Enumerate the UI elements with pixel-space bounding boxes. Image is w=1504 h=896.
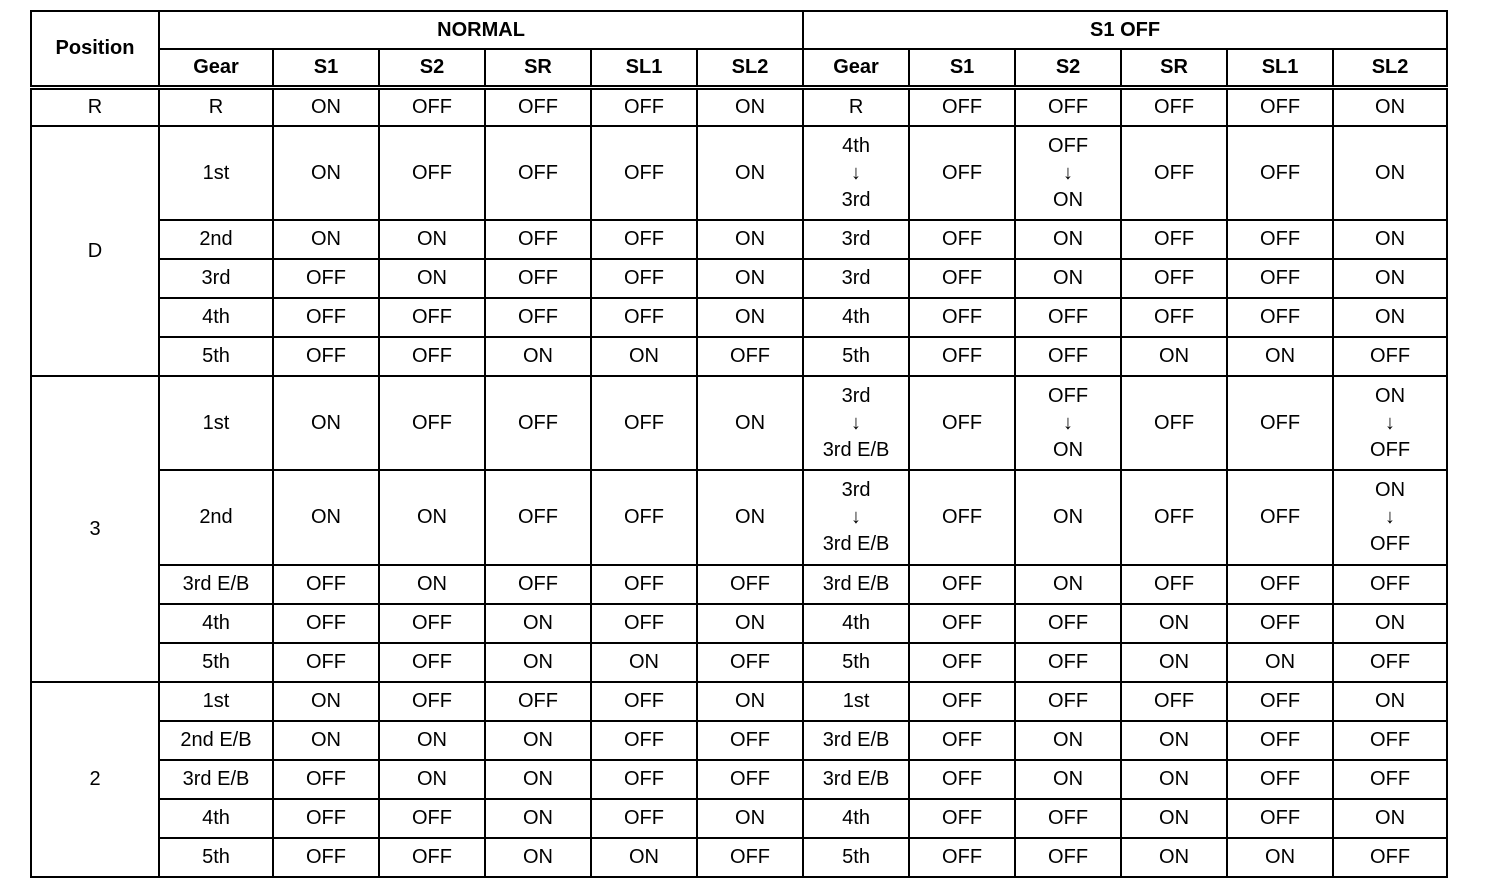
table-row bbox=[31, 838, 1447, 877]
state-cell: OFF bbox=[273, 259, 379, 298]
state-cell: OFF bbox=[1015, 643, 1121, 682]
state-cell: OFF bbox=[591, 220, 697, 259]
gear-cell: 5th bbox=[803, 337, 909, 376]
state-cell: OFF bbox=[485, 126, 591, 220]
state-cell: OFF bbox=[273, 760, 379, 799]
gear-cell: 1st bbox=[159, 126, 273, 220]
state-cell: OFF bbox=[273, 565, 379, 604]
table-row bbox=[31, 565, 1447, 604]
state-cell: OFF bbox=[909, 799, 1015, 838]
state-cell: OFF bbox=[1227, 799, 1333, 838]
state-cell: OFF bbox=[591, 376, 697, 470]
state-cell: OFF bbox=[1333, 643, 1447, 682]
table-row bbox=[31, 87, 1447, 126]
state-cell: OFF bbox=[485, 220, 591, 259]
state-cell: OFF bbox=[485, 682, 591, 721]
state-cell: ON bbox=[1121, 838, 1227, 877]
state-cell: OFF bbox=[909, 376, 1015, 470]
state-cell: ON bbox=[379, 760, 485, 799]
state-cell: ON bbox=[273, 721, 379, 760]
state-cell: ON bbox=[379, 470, 485, 564]
state-cell: OFF bbox=[1121, 470, 1227, 564]
gear-cell: 3rd bbox=[803, 259, 909, 298]
state-cell: OFF bbox=[1015, 682, 1121, 721]
state-cell: OFF bbox=[273, 643, 379, 682]
table-row bbox=[31, 799, 1447, 838]
state-cell: OFF bbox=[591, 565, 697, 604]
table-row bbox=[31, 337, 1447, 376]
state-cell: OFF bbox=[909, 470, 1015, 564]
gear-cell: 2nd bbox=[159, 470, 273, 564]
state-cell: OFF bbox=[591, 259, 697, 298]
col-header: S2 bbox=[1015, 49, 1121, 87]
gear-cell: 3rd E/B bbox=[803, 565, 909, 604]
state-cell: ON bbox=[697, 799, 803, 838]
gear-cell: 3rd ↓ 3rd E/B bbox=[803, 376, 909, 470]
gear-cell: 3rd bbox=[159, 259, 273, 298]
state-cell: ON bbox=[485, 643, 591, 682]
table-row bbox=[31, 376, 1447, 470]
col-header: SL2 bbox=[1333, 49, 1447, 87]
state-cell: OFF bbox=[485, 298, 591, 337]
col-header: SR bbox=[485, 49, 591, 87]
state-cell: OFF bbox=[697, 337, 803, 376]
col-header: SR bbox=[1121, 49, 1227, 87]
state-cell: OFF bbox=[379, 376, 485, 470]
state-cell: ON bbox=[485, 760, 591, 799]
state-cell: OFF bbox=[1333, 838, 1447, 877]
gear-cell: 5th bbox=[803, 838, 909, 877]
state-cell: ON bbox=[379, 565, 485, 604]
state-cell: ON bbox=[485, 337, 591, 376]
state-cell: OFF bbox=[1015, 298, 1121, 337]
state-cell: ON bbox=[1333, 298, 1447, 337]
state-cell: ON bbox=[697, 604, 803, 643]
state-cell: OFF bbox=[591, 721, 697, 760]
gear-cell: 4th bbox=[803, 298, 909, 337]
state-cell: ON bbox=[591, 337, 697, 376]
table-row bbox=[31, 126, 1447, 220]
position-cell: D bbox=[31, 126, 159, 376]
state-cell: OFF bbox=[909, 259, 1015, 298]
state-cell: OFF bbox=[1227, 298, 1333, 337]
state-cell: ON bbox=[1121, 337, 1227, 376]
state-cell: ON bbox=[1227, 643, 1333, 682]
state-cell: OFF bbox=[591, 799, 697, 838]
state-cell: ON bbox=[379, 220, 485, 259]
state-cell: ON bbox=[591, 643, 697, 682]
state-cell: OFF bbox=[379, 87, 485, 126]
gear-cell: 5th bbox=[803, 643, 909, 682]
state-cell: ON bbox=[1121, 643, 1227, 682]
state-cell: ON bbox=[697, 682, 803, 721]
state-cell: ON bbox=[697, 259, 803, 298]
state-cell: OFF bbox=[591, 760, 697, 799]
position-header: Position bbox=[31, 11, 159, 87]
state-cell: ON bbox=[1333, 220, 1447, 259]
state-cell: OFF bbox=[909, 87, 1015, 126]
state-cell: ON bbox=[1121, 604, 1227, 643]
col-header: SL1 bbox=[591, 49, 697, 87]
gear-cell: 3rd bbox=[803, 220, 909, 259]
gear-cell: 4th ↓ 3rd bbox=[803, 126, 909, 220]
state-cell: OFF bbox=[1015, 87, 1121, 126]
state-cell: ON bbox=[485, 604, 591, 643]
state-cell: OFF bbox=[697, 643, 803, 682]
gear-cell: 4th bbox=[159, 298, 273, 337]
gear-cell: 4th bbox=[159, 604, 273, 643]
state-cell: ON bbox=[1333, 87, 1447, 126]
state-cell: ON bbox=[485, 838, 591, 877]
table-row bbox=[31, 760, 1447, 799]
col-header: SL1 bbox=[1227, 49, 1333, 87]
col-header: SL2 bbox=[697, 49, 803, 87]
state-cell: ON bbox=[697, 376, 803, 470]
state-cell: OFF ↓ ON bbox=[1015, 126, 1121, 220]
state-cell: OFF bbox=[273, 337, 379, 376]
state-cell: OFF bbox=[1121, 298, 1227, 337]
gear-cell: R bbox=[803, 87, 909, 126]
state-cell: ON bbox=[697, 470, 803, 564]
state-cell: OFF bbox=[1121, 565, 1227, 604]
table-row bbox=[31, 298, 1447, 337]
state-cell: OFF bbox=[591, 87, 697, 126]
state-cell: ON bbox=[697, 298, 803, 337]
state-cell: OFF ↓ ON bbox=[1015, 376, 1121, 470]
state-cell: OFF bbox=[909, 682, 1015, 721]
gear-cell: 1st bbox=[803, 682, 909, 721]
col-header: Gear bbox=[803, 49, 909, 87]
solenoid-operation-table bbox=[30, 10, 1448, 878]
state-cell: OFF bbox=[909, 604, 1015, 643]
state-cell: OFF bbox=[273, 604, 379, 643]
gear-cell: 1st bbox=[159, 682, 273, 721]
state-cell: OFF bbox=[1121, 220, 1227, 259]
state-cell: ON bbox=[1015, 470, 1121, 564]
gear-cell: 3rd E/B bbox=[159, 760, 273, 799]
table-row bbox=[31, 259, 1447, 298]
state-cell: OFF bbox=[1227, 376, 1333, 470]
gear-cell: 3rd E/B bbox=[159, 565, 273, 604]
gear-cell: 2nd E/B bbox=[159, 721, 273, 760]
state-cell: ON bbox=[1121, 760, 1227, 799]
state-cell: OFF bbox=[379, 126, 485, 220]
state-cell: ON bbox=[1015, 721, 1121, 760]
state-cell: OFF bbox=[591, 604, 697, 643]
state-cell: OFF bbox=[485, 259, 591, 298]
table-row bbox=[31, 643, 1447, 682]
state-cell: ON bbox=[1227, 337, 1333, 376]
gear-cell: 5th bbox=[159, 337, 273, 376]
state-cell: ON bbox=[1015, 220, 1121, 259]
state-cell: OFF bbox=[379, 799, 485, 838]
state-cell: ON bbox=[1333, 604, 1447, 643]
state-cell: OFF bbox=[379, 298, 485, 337]
gear-cell: R bbox=[159, 87, 273, 126]
state-cell: OFF bbox=[909, 337, 1015, 376]
state-cell: OFF bbox=[909, 220, 1015, 259]
position-cell: 3 bbox=[31, 376, 159, 681]
state-cell: OFF bbox=[697, 760, 803, 799]
gear-cell: 5th bbox=[159, 643, 273, 682]
state-cell: ON bbox=[591, 838, 697, 877]
col-header: Gear bbox=[159, 49, 273, 87]
state-cell: OFF bbox=[1227, 220, 1333, 259]
state-cell: ON bbox=[273, 87, 379, 126]
state-cell: ON bbox=[1015, 565, 1121, 604]
table-row bbox=[31, 220, 1447, 259]
gear-cell: 5th bbox=[159, 838, 273, 877]
col-header: S1 bbox=[909, 49, 1015, 87]
state-cell: ON bbox=[485, 721, 591, 760]
state-cell: ON bbox=[697, 220, 803, 259]
position-cell: R bbox=[31, 87, 159, 126]
state-cell: OFF bbox=[697, 838, 803, 877]
gear-cell: 1st bbox=[159, 376, 273, 470]
state-cell: OFF bbox=[591, 682, 697, 721]
state-cell: OFF bbox=[1015, 799, 1121, 838]
state-cell: OFF bbox=[379, 337, 485, 376]
state-cell: OFF bbox=[1333, 721, 1447, 760]
state-cell: ON bbox=[1121, 721, 1227, 760]
state-cell: OFF bbox=[697, 565, 803, 604]
state-cell: OFF bbox=[485, 565, 591, 604]
state-cell: OFF bbox=[1227, 126, 1333, 220]
state-cell: OFF bbox=[1227, 760, 1333, 799]
state-cell: ON bbox=[379, 259, 485, 298]
state-cell: OFF bbox=[1227, 721, 1333, 760]
gear-cell: 4th bbox=[803, 604, 909, 643]
state-cell: OFF bbox=[1227, 87, 1333, 126]
state-cell: ON bbox=[273, 126, 379, 220]
state-cell: OFF bbox=[485, 87, 591, 126]
state-cell: ON bbox=[1333, 799, 1447, 838]
table-row bbox=[31, 682, 1447, 721]
state-cell: OFF bbox=[909, 760, 1015, 799]
s1-off-group-header: S1 OFF bbox=[803, 11, 1447, 49]
gear-cell: 4th bbox=[159, 799, 273, 838]
state-cell: ON bbox=[273, 220, 379, 259]
gear-cell: 2nd bbox=[159, 220, 273, 259]
state-cell: OFF bbox=[1121, 87, 1227, 126]
state-cell: ON bbox=[1333, 259, 1447, 298]
state-cell: OFF bbox=[909, 298, 1015, 337]
state-cell: OFF bbox=[591, 298, 697, 337]
state-cell: OFF bbox=[273, 838, 379, 877]
state-cell: ON bbox=[1015, 760, 1121, 799]
state-cell: ON bbox=[1333, 682, 1447, 721]
state-cell: ON bbox=[1121, 799, 1227, 838]
gear-cell: 3rd ↓ 3rd E/B bbox=[803, 470, 909, 564]
state-cell: OFF bbox=[591, 470, 697, 564]
table-row bbox=[31, 721, 1447, 760]
state-cell: OFF bbox=[485, 470, 591, 564]
state-cell: OFF bbox=[1333, 565, 1447, 604]
table-row bbox=[31, 604, 1447, 643]
state-cell: OFF bbox=[1015, 337, 1121, 376]
state-cell: ON bbox=[1333, 126, 1447, 220]
state-cell: OFF bbox=[1227, 259, 1333, 298]
table-body bbox=[31, 87, 1447, 877]
state-cell: OFF bbox=[1333, 337, 1447, 376]
state-cell: ON bbox=[697, 87, 803, 126]
state-cell: OFF bbox=[485, 376, 591, 470]
position-cell: 2 bbox=[31, 682, 159, 877]
normal-group-header: NORMAL bbox=[159, 11, 803, 49]
table-row bbox=[31, 470, 1447, 564]
state-cell: OFF bbox=[1121, 376, 1227, 470]
state-cell: ON bbox=[485, 799, 591, 838]
state-cell: OFF bbox=[1121, 259, 1227, 298]
state-cell: OFF bbox=[697, 721, 803, 760]
state-cell: OFF bbox=[909, 643, 1015, 682]
state-cell: OFF bbox=[1015, 604, 1121, 643]
state-cell: OFF bbox=[379, 604, 485, 643]
state-cell: OFF bbox=[591, 126, 697, 220]
state-cell: OFF bbox=[1121, 126, 1227, 220]
state-cell: OFF bbox=[1227, 682, 1333, 721]
state-cell: ON bbox=[273, 682, 379, 721]
state-cell: OFF bbox=[273, 298, 379, 337]
state-cell: OFF bbox=[909, 838, 1015, 877]
state-cell: ON bbox=[379, 721, 485, 760]
state-cell: ON ↓ OFF bbox=[1333, 376, 1447, 470]
state-cell: ON bbox=[1227, 838, 1333, 877]
state-cell: OFF bbox=[379, 682, 485, 721]
state-cell: ON bbox=[273, 470, 379, 564]
state-cell: OFF bbox=[379, 643, 485, 682]
state-cell: OFF bbox=[1227, 565, 1333, 604]
gear-cell: 4th bbox=[803, 799, 909, 838]
state-cell: OFF bbox=[1333, 760, 1447, 799]
state-cell: OFF bbox=[1121, 682, 1227, 721]
state-cell: ON bbox=[273, 376, 379, 470]
state-cell: OFF bbox=[1227, 604, 1333, 643]
state-cell: ON ↓ OFF bbox=[1333, 470, 1447, 564]
gear-cell: 3rd E/B bbox=[803, 721, 909, 760]
state-cell: OFF bbox=[909, 565, 1015, 604]
state-cell: OFF bbox=[1015, 838, 1121, 877]
state-cell: OFF bbox=[909, 126, 1015, 220]
col-header: S1 bbox=[273, 49, 379, 87]
gear-cell: 3rd E/B bbox=[803, 760, 909, 799]
state-cell: OFF bbox=[273, 799, 379, 838]
state-cell: OFF bbox=[379, 838, 485, 877]
state-cell: ON bbox=[1015, 259, 1121, 298]
state-cell: ON bbox=[697, 126, 803, 220]
state-cell: OFF bbox=[1227, 470, 1333, 564]
state-cell: OFF bbox=[909, 721, 1015, 760]
col-header: S2 bbox=[379, 49, 485, 87]
